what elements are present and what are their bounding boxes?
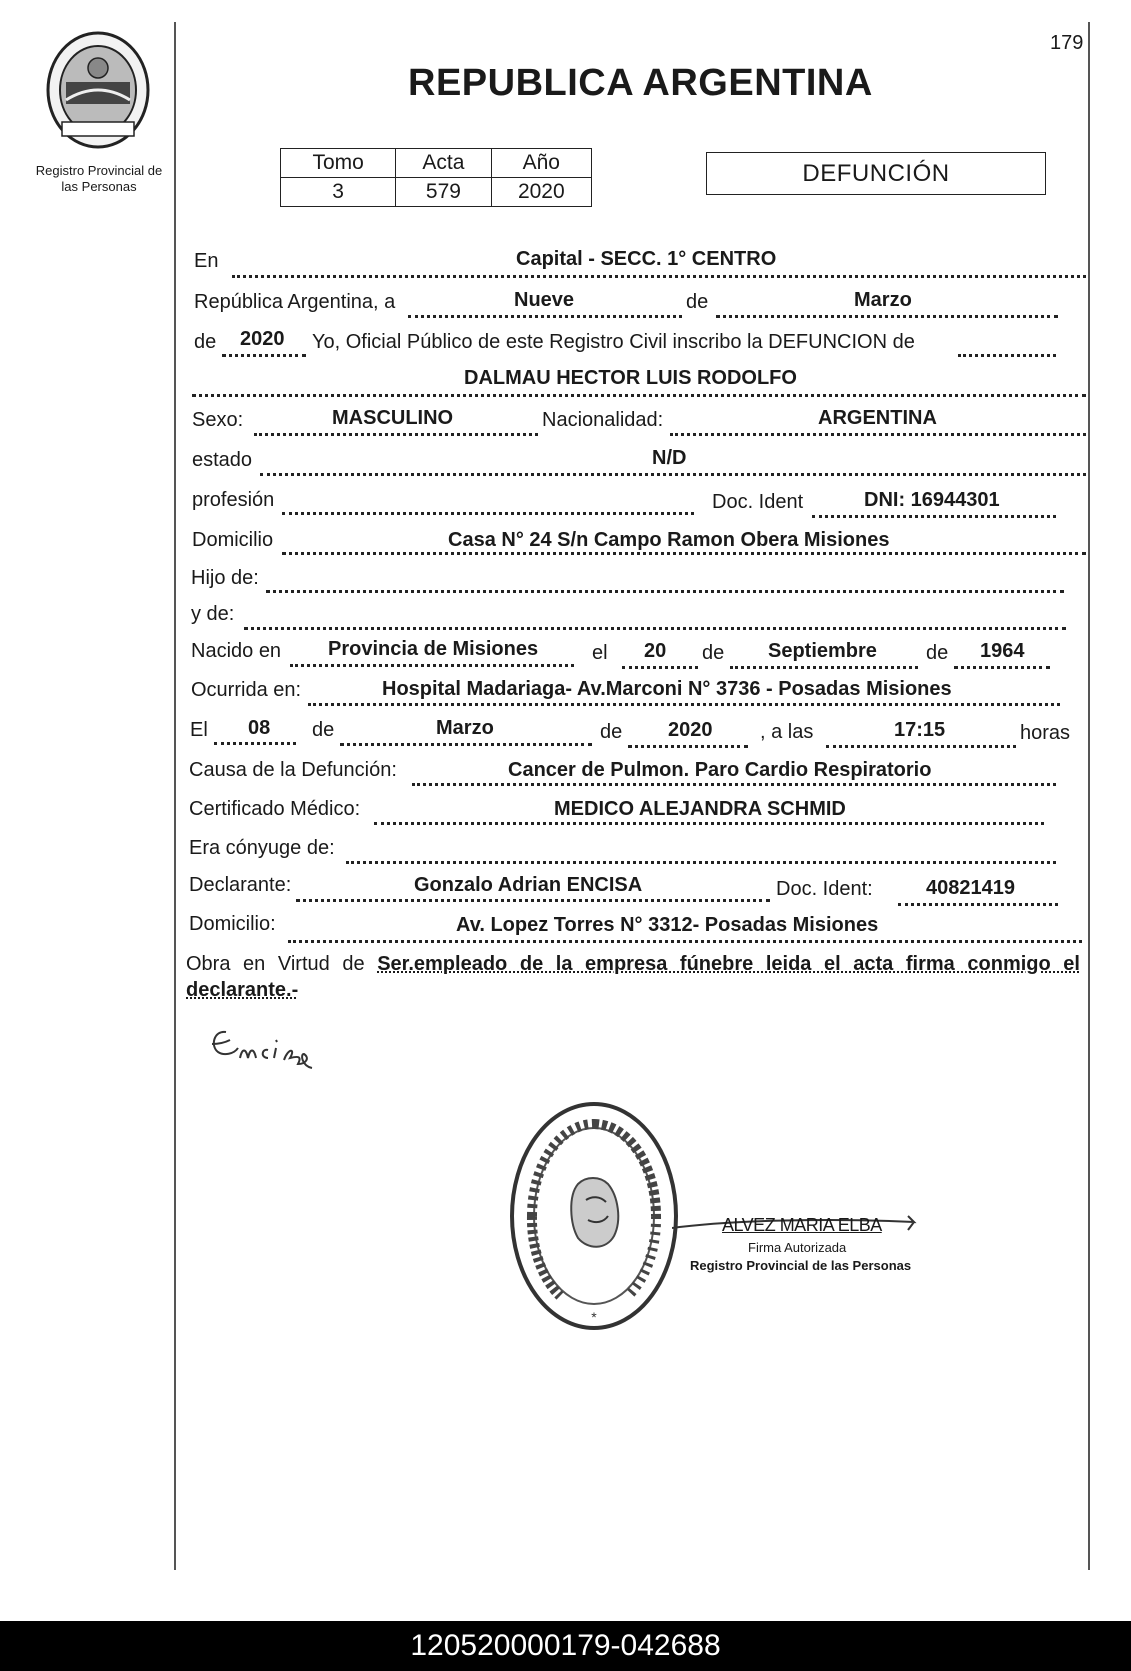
label-en: En bbox=[194, 250, 219, 272]
label-domicilio-2: Domicilio: bbox=[189, 913, 276, 935]
value-lugar: Capital - SECC. 1° CENTRO bbox=[516, 248, 777, 270]
dots-def-mes bbox=[340, 743, 592, 746]
value-mes-registro: Marzo bbox=[854, 289, 912, 311]
label-declarante: Declarante: bbox=[189, 874, 292, 896]
value-def-anio: 2020 bbox=[668, 719, 713, 741]
label-obra: Obra en Virtud de bbox=[186, 953, 365, 975]
value-domicilio: Casa N° 24 S/n Campo Ramon Obera Misiones bbox=[448, 529, 890, 551]
value-nacionalidad: ARGENTINA bbox=[818, 407, 937, 429]
value-certificado: MEDICO ALEJANDRA SCHMID bbox=[554, 798, 846, 820]
value-nac-anio: 1964 bbox=[980, 640, 1025, 662]
value-declarante-doc: 40821419 bbox=[926, 877, 1015, 899]
dots-estado bbox=[260, 473, 1086, 476]
value-acta: 579 bbox=[396, 178, 491, 207]
label-de-nac-1: de bbox=[702, 642, 725, 664]
label-conyuge: Era cónyuge de: bbox=[189, 837, 335, 859]
dots-def-anio bbox=[628, 745, 748, 748]
dots-declarante-domicilio bbox=[288, 940, 1082, 943]
page-number: 179 bbox=[1050, 32, 1084, 54]
label-de-nac-2: de bbox=[926, 642, 949, 664]
label-de-def-2: de bbox=[600, 721, 623, 743]
dots-nac-mes bbox=[730, 666, 918, 669]
dots-declarante-doc bbox=[898, 903, 1058, 906]
value-nac-dia: 20 bbox=[644, 640, 667, 662]
logo-caption-line2: las Personas bbox=[61, 179, 137, 194]
label-de-1: de bbox=[686, 291, 709, 313]
dots-nacido-en bbox=[290, 664, 574, 667]
dots-mes-registro bbox=[716, 315, 1058, 318]
value-anio-registro: 2020 bbox=[240, 328, 285, 350]
value-sexo: MASCULINO bbox=[332, 407, 454, 429]
label-domicilio: Domicilio bbox=[192, 529, 274, 551]
province-logo bbox=[44, 30, 152, 150]
logo-caption-line1: Registro Provincial de bbox=[35, 163, 163, 178]
label-nacido-en: Nacido en bbox=[191, 640, 282, 662]
dots-nacionalidad bbox=[670, 433, 1086, 436]
label-horas: horas bbox=[1020, 722, 1071, 744]
dots-hijo-de bbox=[266, 590, 1064, 593]
label-a-las: , a las bbox=[760, 721, 814, 743]
value-anio: 2020 bbox=[491, 178, 591, 207]
value-def-hora: 17:15 bbox=[894, 719, 946, 741]
header-anio: Año bbox=[491, 149, 591, 178]
value-dia-registro: Nueve bbox=[514, 289, 575, 311]
label-el: el bbox=[592, 642, 608, 664]
dots-lugar bbox=[232, 275, 1086, 278]
dots-nombre bbox=[192, 394, 1086, 397]
header-acta: Acta bbox=[396, 149, 491, 178]
label-doc-ident-2: Doc. Ident: bbox=[776, 878, 873, 900]
dots-conyuge bbox=[346, 861, 1056, 864]
value-causa: Cancer de Pulmon. Paro Cardio Respiratorio bbox=[508, 759, 932, 781]
logo-caption bbox=[14, 163, 184, 195]
left-margin-line bbox=[174, 22, 176, 1570]
dots-y-de bbox=[244, 627, 1066, 630]
dots-profesion bbox=[282, 512, 694, 515]
dots-declarante bbox=[296, 899, 770, 902]
dots-def-hora bbox=[826, 745, 1016, 748]
dots-certificado bbox=[374, 822, 1044, 825]
label-sexo: Sexo: bbox=[192, 409, 244, 431]
document-barcode: 120520000179-042688 bbox=[0, 1621, 1131, 1671]
document-title: REPUBLICA ARGENTINA bbox=[408, 62, 873, 104]
value-declarante-domicilio: Av. Lopez Torres N° 3312- Posadas Misiones bbox=[456, 914, 879, 936]
dots-nac-dia bbox=[622, 666, 698, 669]
value-nacido-en: Provincia de Misiones bbox=[328, 638, 539, 660]
label-profesion: profesión bbox=[192, 489, 275, 511]
dots-anio-registro bbox=[222, 354, 306, 357]
registry-table bbox=[280, 148, 592, 207]
official-role: Firma Autorizada bbox=[748, 1240, 847, 1255]
label-causa: Causa de la Defunción: bbox=[189, 759, 397, 781]
header-tomo: Tomo bbox=[281, 149, 396, 178]
label-y-de: y de: bbox=[191, 603, 235, 625]
dots-causa bbox=[412, 783, 1056, 786]
value-def-mes: Marzo bbox=[436, 717, 494, 739]
official-stamp bbox=[508, 1100, 680, 1332]
dots-dni bbox=[812, 515, 1056, 518]
right-margin-line bbox=[1088, 22, 1090, 1570]
dots-after-yo bbox=[958, 354, 1056, 357]
label-republica: República Argentina, a bbox=[194, 291, 396, 313]
value-tomo: 3 bbox=[281, 178, 396, 207]
label-estado: estado bbox=[192, 449, 253, 471]
declarant-signature bbox=[204, 1018, 324, 1076]
label-hijo-de: Hijo de: bbox=[191, 567, 259, 589]
label-doc-ident: Doc. Ident bbox=[712, 491, 804, 513]
label-de-2: de bbox=[194, 331, 217, 353]
dots-ocurrida-en bbox=[308, 703, 1060, 706]
value-estado: N/D bbox=[652, 447, 687, 469]
label-ocurrida-en: Ocurrida en: bbox=[191, 679, 302, 701]
obra-en-virtud bbox=[186, 951, 1080, 1003]
value-nac-mes: Septiembre bbox=[768, 640, 877, 662]
label-nacionalidad: Nacionalidad: bbox=[542, 409, 664, 431]
record-type-box: DEFUNCIÓN bbox=[706, 152, 1046, 195]
dots-def-dia bbox=[214, 742, 296, 745]
value-nombre: DALMAU HECTOR LUIS RODOLFO bbox=[464, 367, 797, 389]
value-def-dia: 08 bbox=[248, 717, 271, 739]
label-de-def-1: de bbox=[312, 719, 335, 741]
dots-dia-registro bbox=[408, 315, 682, 318]
label-yo-oficial: Yo, Oficial Público de este Registro Civil inscribo la DEFUNCION de bbox=[312, 331, 915, 353]
label-certificado: Certificado Médico: bbox=[189, 798, 361, 820]
label-el-2: El bbox=[190, 719, 208, 741]
official-name: ALVEZ MARIA ELBA bbox=[722, 1215, 882, 1235]
dots-sexo bbox=[254, 433, 538, 436]
dots-domicilio bbox=[282, 552, 1086, 555]
value-dni: DNI: 16944301 bbox=[864, 489, 1000, 511]
official-office: Registro Provincial de las Personas bbox=[690, 1258, 912, 1273]
svg-text:*: * bbox=[591, 1309, 597, 1325]
dots-nac-anio bbox=[954, 666, 1050, 669]
value-obra: Ser.empleado de la empresa fúnebre leida el acta firma conmigo el declarante.- bbox=[186, 953, 1080, 1001]
value-declarante: Gonzalo Adrian ENCISA bbox=[414, 874, 643, 896]
value-ocurrida-en: Hospital Madariaga- Av.Marconi N° 3736 - Posadas Misiones bbox=[382, 678, 952, 700]
